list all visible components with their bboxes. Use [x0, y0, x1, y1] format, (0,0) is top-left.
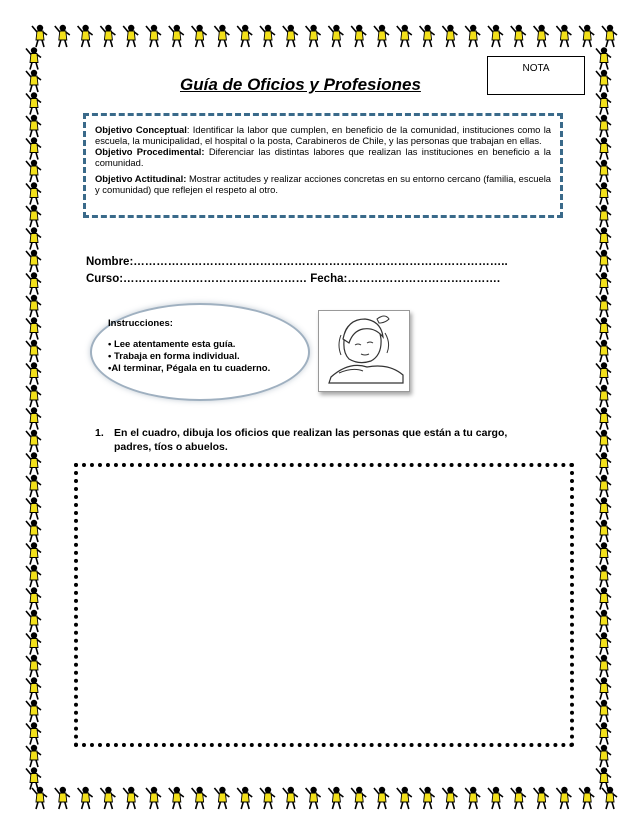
- border-figure-icon: [169, 787, 184, 809]
- border-figure-icon: [556, 25, 571, 47]
- drawing-area[interactable]: [74, 463, 574, 747]
- border-figure-icon: [26, 700, 41, 722]
- conceptual-label: Objetivo Conceptual: [95, 124, 187, 135]
- border-figure-icon: [26, 340, 41, 362]
- border-figure-icon: [26, 182, 41, 204]
- border-figure-icon: [596, 610, 611, 632]
- border-figure-icon: [146, 25, 161, 47]
- border-figure-icon: [26, 677, 41, 699]
- border-figure-icon: [596, 407, 611, 429]
- border-figure-icon: [534, 787, 549, 809]
- border-figure-icon: [596, 250, 611, 272]
- border-figure-icon: [596, 430, 611, 452]
- border-figure-icon: [78, 25, 93, 47]
- border-figure-icon: [26, 317, 41, 339]
- border-figure-icon: [26, 452, 41, 474]
- border-figure-icon: [596, 115, 611, 137]
- border-figure-icon: [420, 25, 435, 47]
- actitudinal-label: Objetivo Actitudinal:: [95, 173, 187, 184]
- question-text: En el cuadro, dibuja los oficios que realizan las personas que están a tu cargo, padres, tíos o abuelos.: [114, 427, 508, 453]
- border-figure-icon: [26, 632, 41, 654]
- border-figure-icon: [596, 205, 611, 227]
- border-figure-icon: [596, 767, 611, 789]
- actitudinal-objective: [95, 173, 551, 195]
- border-figure-icon: [192, 787, 207, 809]
- border-figure-icon: [596, 227, 611, 249]
- border-figure-icon: [26, 47, 41, 69]
- border-figure-icon: [397, 25, 412, 47]
- border-figure-icon: [596, 272, 611, 294]
- border-figure-icon: [26, 92, 41, 114]
- border-figure-icon: [26, 295, 41, 317]
- procedimental-label: Objetivo Procedimental:: [95, 146, 205, 157]
- border-figure-icon: [78, 787, 93, 809]
- border-figure-icon: [26, 475, 41, 497]
- border-figure-icon: [328, 787, 343, 809]
- border-figure-icon: [26, 767, 41, 789]
- border-figure-icon: [511, 787, 526, 809]
- border-figure-icon: [26, 227, 41, 249]
- border-figure-icon: [306, 25, 321, 47]
- border-figure-icon: [596, 475, 611, 497]
- instruction-item: •Al terminar, Pégala en tu cuaderno.: [108, 363, 271, 374]
- curso-fecha-field[interactable]: Curso:………………………………………… Fecha:………………………………….: [86, 273, 501, 285]
- border-figure-icon: [596, 295, 611, 317]
- border-figure-icon: [556, 787, 571, 809]
- border-figure-icon: [123, 787, 138, 809]
- border-figure-icon: [26, 655, 41, 677]
- border-figure-icon: [442, 787, 457, 809]
- border-figure-icon: [26, 565, 41, 587]
- border-figure-icon: [26, 272, 41, 294]
- border-figure-icon: [596, 722, 611, 744]
- border-figure-icon: [260, 787, 275, 809]
- border-figure-icon: [260, 25, 275, 47]
- border-figure-icon: [26, 745, 41, 767]
- border-figure-icon: [596, 745, 611, 767]
- border-figure-icon: [397, 787, 412, 809]
- border-figure-icon: [596, 542, 611, 564]
- border-figure-icon: [596, 655, 611, 677]
- border-figure-icon: [420, 787, 435, 809]
- procedimental-objective: [95, 146, 551, 168]
- question-number: 1.: [95, 427, 104, 439]
- border-figure-icon: [488, 25, 503, 47]
- border-figure-icon: [26, 722, 41, 744]
- border-figure-icon: [26, 115, 41, 137]
- border-figure-icon: [283, 25, 298, 47]
- border-figure-icon: [579, 787, 594, 809]
- border-figure-icon: [596, 700, 611, 722]
- border-figure-icon: [511, 25, 526, 47]
- border-figure-icon: [465, 787, 480, 809]
- border-figure-icon: [26, 205, 41, 227]
- border-figure-icon: [26, 407, 41, 429]
- page-title: Guía de Oficios y Profesiones: [180, 75, 421, 94]
- border-figure-icon: [26, 497, 41, 519]
- border-figure-icon: [26, 362, 41, 384]
- border-figure-icon: [374, 25, 389, 47]
- instructions-heading: Instrucciones:: [108, 318, 173, 329]
- instruction-item: • Lee atentamente esta guía.: [108, 339, 236, 350]
- objectives-box: [83, 113, 563, 218]
- border-figure-icon: [283, 787, 298, 809]
- border-figure-icon: [596, 565, 611, 587]
- border-figure-icon: [237, 25, 252, 47]
- border-figure-icon: [169, 25, 184, 47]
- border-figure-icon: [488, 787, 503, 809]
- border-figure-icon: [596, 497, 611, 519]
- instructions-text: [108, 318, 270, 375]
- border-figure-icon: [351, 25, 366, 47]
- border-figure-icon: [602, 25, 617, 47]
- border-figure-icon: [26, 587, 41, 609]
- border-figure-icon: [146, 787, 161, 809]
- border-figure-icon: [596, 47, 611, 69]
- border-figure-icon: [100, 25, 115, 47]
- border-figure-icon: [26, 542, 41, 564]
- border-figure-icon: [55, 25, 70, 47]
- border-figure-icon: [596, 340, 611, 362]
- border-figure-icon: [596, 587, 611, 609]
- border-figure-icon: [306, 787, 321, 809]
- border-figure-icon: [596, 520, 611, 542]
- border-figure-icon: [596, 362, 611, 384]
- conceptual-objective: [95, 124, 551, 146]
- border-figure-icon: [100, 787, 115, 809]
- border-figure-icon: [602, 787, 617, 809]
- border-figure-icon: [32, 25, 47, 47]
- border-figure-icon: [214, 787, 229, 809]
- border-figure-icon: [596, 160, 611, 182]
- border-figure-icon: [351, 787, 366, 809]
- conceptual-text: : Identificar la labor que cumplen, en beneficio de la comunidad, instituciones como la escuela, la municipalidad, el hospital o la posta, Carabineros de Chile, y las personas que trabajan en ellas.: [95, 124, 551, 146]
- border-figure-icon: [26, 520, 41, 542]
- border-figure-icon: [123, 25, 138, 47]
- border-figure-icon: [596, 182, 611, 204]
- border-figure-icon: [596, 452, 611, 474]
- border-figure-icon: [26, 430, 41, 452]
- border-figure-icon: [596, 385, 611, 407]
- border-figure-icon: [26, 70, 41, 92]
- border-figure-icon: [214, 25, 229, 47]
- border-figure-icon: [534, 25, 549, 47]
- border-figure-icon: [596, 137, 611, 159]
- border-figure-icon: [596, 632, 611, 654]
- border-figure-icon: [374, 787, 389, 809]
- border-figure-icon: [26, 250, 41, 272]
- nombre-field[interactable]: Nombre:……………………………………………………………………………………..: [86, 256, 508, 268]
- border-figure-icon: [32, 787, 47, 809]
- grade-box: [487, 56, 585, 95]
- grade-label: NOTA: [522, 63, 550, 74]
- border-figure-icon: [596, 92, 611, 114]
- border-figure-icon: [579, 25, 594, 47]
- thinking-girl-illustration: [318, 310, 410, 392]
- border-figure-icon: [465, 25, 480, 47]
- border-figure-icon: [596, 677, 611, 699]
- border-figure-icon: [55, 787, 70, 809]
- border-figure-icon: [26, 385, 41, 407]
- border-figure-icon: [26, 610, 41, 632]
- border-figure-icon: [596, 70, 611, 92]
- border-figure-icon: [192, 25, 207, 47]
- border-figure-icon: [26, 137, 41, 159]
- procedimental-text: Diferenciar las distintas labores que realizan las instituciones en beneficio a la comunidad.: [95, 146, 551, 168]
- border-figure-icon: [26, 160, 41, 182]
- border-figure-icon: [328, 25, 343, 47]
- border-figure-icon: [442, 25, 457, 47]
- instruction-item: • Trabaja en forma individual.: [108, 351, 240, 362]
- actitudinal-text: Mostrar actitudes y realizar acciones concretas en su entorno cercano (familia, escuela y comunidad) que reflejen el respeto al otro.: [95, 173, 551, 195]
- border-figure-icon: [237, 787, 252, 809]
- border-figure-icon: [596, 317, 611, 339]
